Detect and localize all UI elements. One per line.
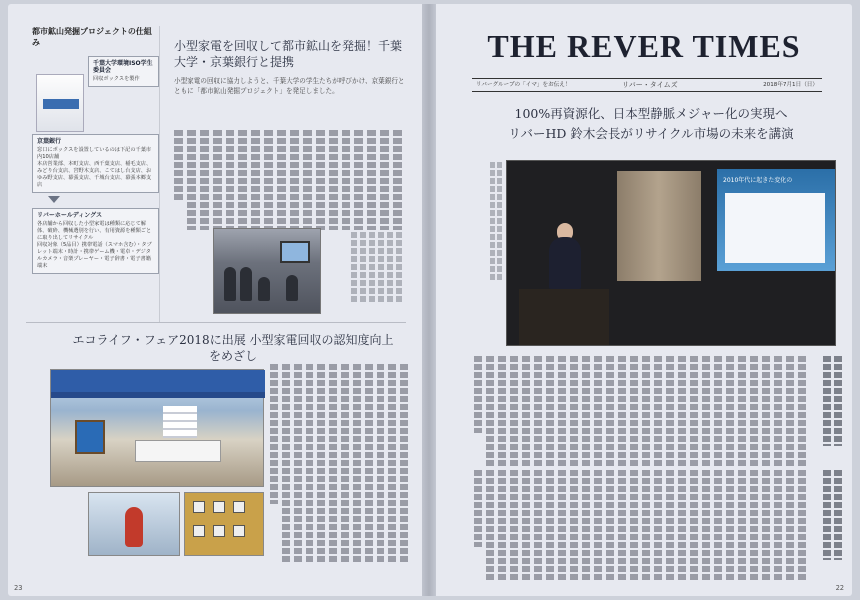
lecture-photo [506,160,836,346]
flow-box-university-text: 回収ボックスを製作 [93,76,140,82]
article-body-upper [456,356,806,466]
down-arrow-icon [48,196,60,203]
page-number: 22 [835,584,844,592]
flow-box-university-title: 千葉大学環境ISO学生委員会 [93,60,153,74]
subhead1-text [812,356,842,446]
flow-box-bank-branches: 本店営業部、本町支店、西千葉支店、稲毛支店、みどり台支店、宮野木支店、こてはし台支店、おゆみ野支店、幕張支店、千城台支店、幕張本郷支店 [37,161,152,188]
article1-body-text [174,130,402,230]
flow-box-bank-title: 京葉銀行 [37,138,62,145]
flow-title: 都市鉱山発掘プロジェクトの仕組み [32,27,152,47]
left-page [8,4,422,596]
collection-box-image [36,74,84,132]
spine-gutter [422,4,436,596]
article1-lead: 小型家電の回収に協力しようと、千葉大学の学生たちが呼びかけ、京葉銀行とともに「都市鉱山発掘プロジェクト」を発足しました。 [174,77,405,95]
flow-box-river [32,208,159,274]
tagline: リバーグループの「イマ」をお伝え！ [476,82,571,88]
flow-box-river-title: リバーホールディングス [37,212,103,219]
article1-title: 小型家電を回収して都市鉱山を発掘！千葉大学・京葉銀行と提携 [174,39,403,69]
right-page [436,4,852,596]
article-body-lower [456,470,806,580]
photo1-caption-text [326,232,402,302]
flow-box-bank-text: 窓口にボックスを設置しているのは下記の千葉市内10店舗 [37,147,152,160]
article2-body-text [270,364,408,564]
page-number: 23 [14,584,23,592]
project-team-photo [213,228,321,314]
subhead2-text [812,470,842,560]
flow-box-river-items: 回収対象（5品目）携帯電話（スマホ含む）・タブレット端末・時計・携帯ゲーム機・電卓・デジタルカメラ・音楽プレーヤー・電子辞書・電子書籍端末 [37,242,152,269]
article2-title: エコライフ・フェア2018に出展 小型家電回収の認知度向上をめざし [72,333,394,363]
mascot-photo [88,492,180,556]
slide-title: 2010年代に起きた変化の [723,177,793,184]
flow-box-university [88,56,159,87]
eco-fair-booth-photo [50,369,264,487]
headline-line1: 100%再資源化、日本型静脈メジャー化の実現へ [514,106,788,121]
issue-date: 2018年7月1日（日） [763,82,818,88]
lecture-photo-caption [488,162,502,282]
section-divider [26,322,406,323]
masthead-japanese: リバー・タイムズ [622,81,678,89]
collected-devices-photo [184,492,264,556]
masthead: THE REVER TIMES [487,28,801,64]
headline [456,104,846,144]
flow-box-river-text: 各店舗から回収した小型家電は種類に応じて解体、破砕、機械選別を行い、有用資源を種類ごとに取り出してリサイクル [37,221,152,241]
headline-line2: リバーHD 鈴木会長がリサイクル市場の未来を講演 [508,126,794,141]
flow-box-bank [32,134,159,193]
masthead-subbar [472,78,822,92]
project-flow-diagram [32,26,160,322]
